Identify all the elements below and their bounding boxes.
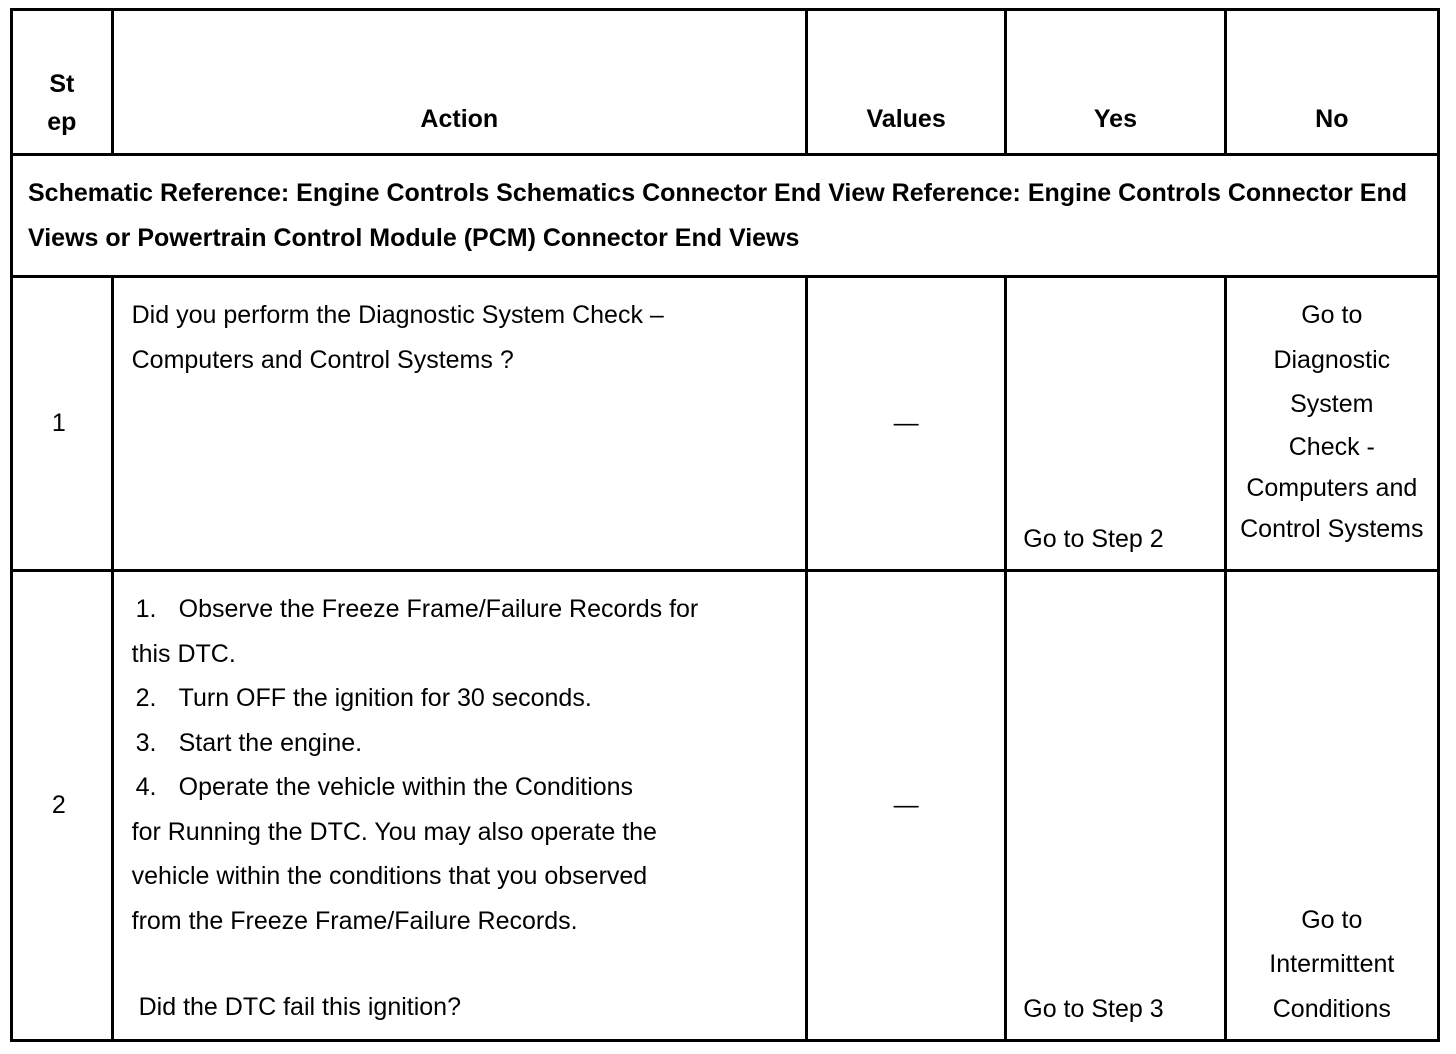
header-row bbox=[12, 10, 1439, 155]
no-line: System bbox=[1290, 390, 1374, 418]
action-cell bbox=[112, 277, 806, 571]
action-question: Did the DTC fail this ignition? bbox=[138, 993, 461, 1021]
no-line: Control Systems bbox=[1240, 514, 1424, 543]
list-text: Operate the vehicle within the Conditions bbox=[178, 773, 634, 801]
reference-row bbox=[12, 155, 1439, 277]
yes-cell: Go to Step 3 bbox=[1006, 571, 1225, 1041]
schematic-reference: Schematic Reference: Engine Controls Schematics Connector End View Reference: Engine Controls Connector End Views or Powertrain Control Module (PCM) Connector End Views bbox=[12, 155, 1439, 277]
step-number: 2 bbox=[12, 571, 113, 1041]
list-number: 3. bbox=[135, 728, 157, 757]
list-continuation: this DTC. bbox=[131, 639, 236, 668]
list-item bbox=[132, 676, 793, 721]
values-cell: — bbox=[807, 277, 1006, 571]
values-cell: — bbox=[807, 571, 1006, 1041]
table-row bbox=[12, 277, 1439, 571]
list-continuation: for Running the DTC. You may also operate the bbox=[131, 817, 657, 846]
list-number: 4. bbox=[135, 773, 157, 801]
no-line: Intermittent bbox=[1269, 950, 1395, 978]
no-line: Check - bbox=[1288, 432, 1375, 461]
no-cell bbox=[1225, 571, 1438, 1041]
no-line: Go to bbox=[1301, 905, 1363, 934]
list-item bbox=[132, 721, 793, 766]
header-values: Values bbox=[807, 10, 1006, 155]
list-text: Start the engine. bbox=[178, 728, 363, 757]
action-line: Computers and Control Systems ? bbox=[131, 345, 514, 374]
list-continuation: vehicle within the conditions that you observed bbox=[131, 862, 648, 890]
list-text: Turn OFF the ignition for 30 seconds. bbox=[178, 684, 592, 712]
no-line: Diagnostic bbox=[1273, 345, 1391, 374]
list-text: Observe the Freeze Frame/Failure Records for bbox=[178, 595, 699, 623]
header-step-line1: St bbox=[49, 70, 75, 98]
list-item bbox=[132, 765, 793, 810]
table-row bbox=[12, 571, 1439, 1041]
header-no: No bbox=[1225, 10, 1438, 155]
diagnostic-table bbox=[10, 8, 1440, 1042]
list-item bbox=[132, 587, 793, 632]
header-step-line2: ep bbox=[47, 108, 77, 136]
step-number: 1 bbox=[12, 277, 113, 571]
no-line: Go to bbox=[1301, 301, 1363, 329]
header-action: Action bbox=[112, 10, 806, 155]
header-step bbox=[12, 10, 113, 155]
action-cell bbox=[112, 571, 806, 1041]
header-yes: Yes bbox=[1006, 10, 1225, 155]
list-number: 2. bbox=[135, 684, 157, 712]
yes-cell: Go to Step 2 bbox=[1006, 277, 1225, 571]
list-number: 1. bbox=[135, 595, 157, 623]
no-line: Conditions bbox=[1272, 994, 1391, 1023]
action-line: Did you perform the Diagnostic System Check – bbox=[131, 301, 664, 329]
no-line: Computers and bbox=[1246, 473, 1418, 502]
list-continuation: from the Freeze Frame/Failure Records. bbox=[131, 906, 578, 935]
no-cell bbox=[1225, 277, 1438, 571]
